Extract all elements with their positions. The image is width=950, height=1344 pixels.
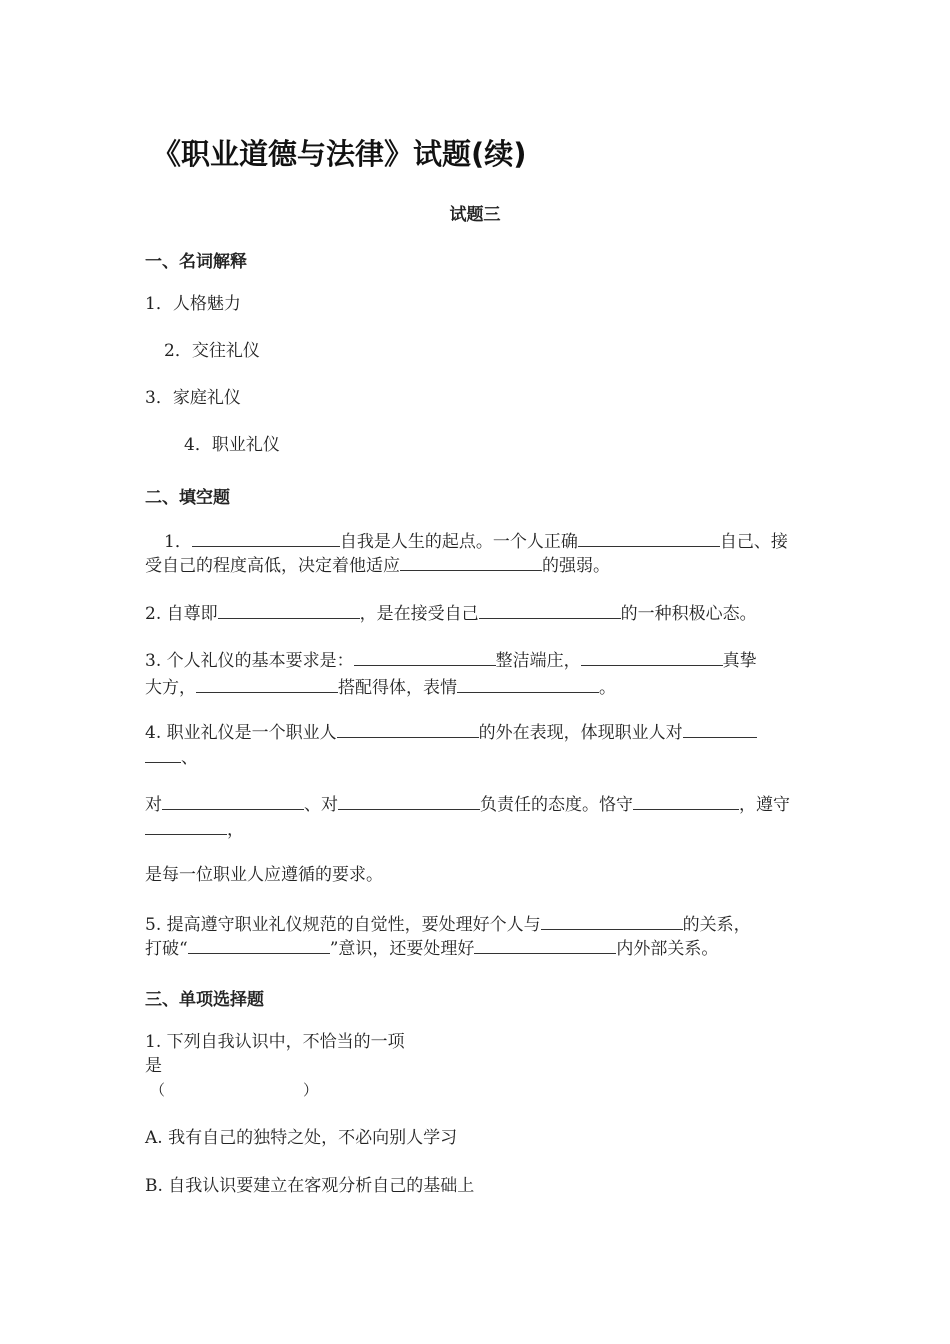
fill-question-3 xyxy=(145,649,757,671)
page-title: 《职业道德与法律》试题(续) xyxy=(152,137,527,171)
paren-open: （ xyxy=(150,1081,166,1099)
question-text: 真挚 xyxy=(722,651,757,671)
question-text: 、对 xyxy=(304,795,338,815)
question-text: 。 xyxy=(599,678,616,698)
question-text: 内外部关系。 xyxy=(616,939,719,959)
question-text: 负责任的态度。恪守 xyxy=(480,795,633,815)
answer-blank xyxy=(479,602,621,619)
question-text: 的强弱。 xyxy=(542,556,610,576)
term-item: 3．家庭礼仪 xyxy=(145,388,241,408)
question-text: 的关系， xyxy=(682,915,751,935)
answer-blank xyxy=(633,793,739,810)
question-text: 、 xyxy=(181,748,198,768)
choice-option-b: B. 自我认识要建立在客观分析自己的基础上 xyxy=(145,1176,475,1196)
question-text: 自我是人生的起点。一个人正确 xyxy=(339,532,578,552)
section-heading-terms: 一、名词解释 xyxy=(145,252,247,272)
question-text: 的外在表现，体现职业人对 xyxy=(478,723,683,743)
answer-blank xyxy=(338,793,480,810)
choice-question-1: 1. 下列自我认识中，不恰当的一项 xyxy=(145,1032,405,1052)
choice-question-1-cont: 是 xyxy=(145,1056,162,1076)
question-text: ”意识，还要处理好 xyxy=(329,939,475,959)
question-text: ， xyxy=(227,820,244,840)
answer-blank xyxy=(354,649,496,666)
answer-blank xyxy=(457,676,599,693)
fill-question-2 xyxy=(145,602,757,624)
answer-blank xyxy=(188,937,330,954)
answer-blank xyxy=(162,793,304,810)
fill-question-4 xyxy=(145,721,757,743)
fill-question-1 xyxy=(164,530,788,552)
answer-blank xyxy=(400,554,542,571)
answer-blank xyxy=(218,602,360,619)
answer-blank xyxy=(578,530,720,547)
question-text: ，遵守 xyxy=(739,795,790,815)
answer-blank xyxy=(581,649,723,666)
fill-question-4-cont: 是每一位职业人应遵循的要求。 xyxy=(145,865,383,885)
section-heading-choice: 三、单项选择题 xyxy=(145,990,264,1010)
answer-parentheses xyxy=(150,1080,318,1100)
question-text: 搭配得体，表情 xyxy=(338,678,457,698)
question-text: 对 xyxy=(145,795,162,815)
question-text: 受自己的程度高低，决定着他适应 xyxy=(145,556,400,576)
choice-option-a: A. 我有自己的独特之处，不必向别人学习 xyxy=(145,1128,458,1148)
answer-blank xyxy=(541,913,683,930)
fill-question-4-cont xyxy=(145,818,244,840)
answer-blank xyxy=(196,676,338,693)
question-text: 的一种积极心态。 xyxy=(620,604,757,624)
question-text: 1． xyxy=(164,532,192,552)
term-item: 4．职业礼仪 xyxy=(184,435,280,455)
answer-blank xyxy=(337,721,479,738)
fill-question-5-cont xyxy=(145,937,718,959)
question-text: 4. 职业礼仪是一个职业人 xyxy=(145,723,337,743)
answer-blank xyxy=(683,721,757,738)
term-item: 1．人格魅力 xyxy=(145,294,241,314)
answer-blank xyxy=(192,530,340,547)
fill-question-1-cont xyxy=(145,554,610,576)
answer-blank xyxy=(474,937,616,954)
fill-question-4-cont xyxy=(145,793,790,815)
question-text: 整洁端庄， xyxy=(495,651,581,671)
paren-close: ） xyxy=(303,1081,319,1099)
fill-question-4-cont xyxy=(145,746,198,768)
term-item: 2．交往礼仪 xyxy=(164,341,260,361)
question-text: 5. 提高遵守职业礼仪规范的自觉性，要处理好个人与 xyxy=(145,915,541,935)
fill-question-3-cont xyxy=(145,676,616,698)
question-text: 大方， xyxy=(145,678,196,698)
section-heading-fill: 二、填空题 xyxy=(145,488,230,508)
answer-blank xyxy=(145,818,227,835)
question-text: 自己、接 xyxy=(719,532,788,552)
page-subtitle: 试题三 xyxy=(449,205,501,225)
fill-question-5 xyxy=(145,913,751,935)
question-text: 2. 自尊即 xyxy=(145,604,218,624)
question-text: 3. 个人礼仪的基本要求是： xyxy=(145,651,354,671)
question-text: 打破“ xyxy=(145,939,188,959)
question-text: ，是在接受自己 xyxy=(359,604,479,624)
answer-blank xyxy=(145,746,181,763)
